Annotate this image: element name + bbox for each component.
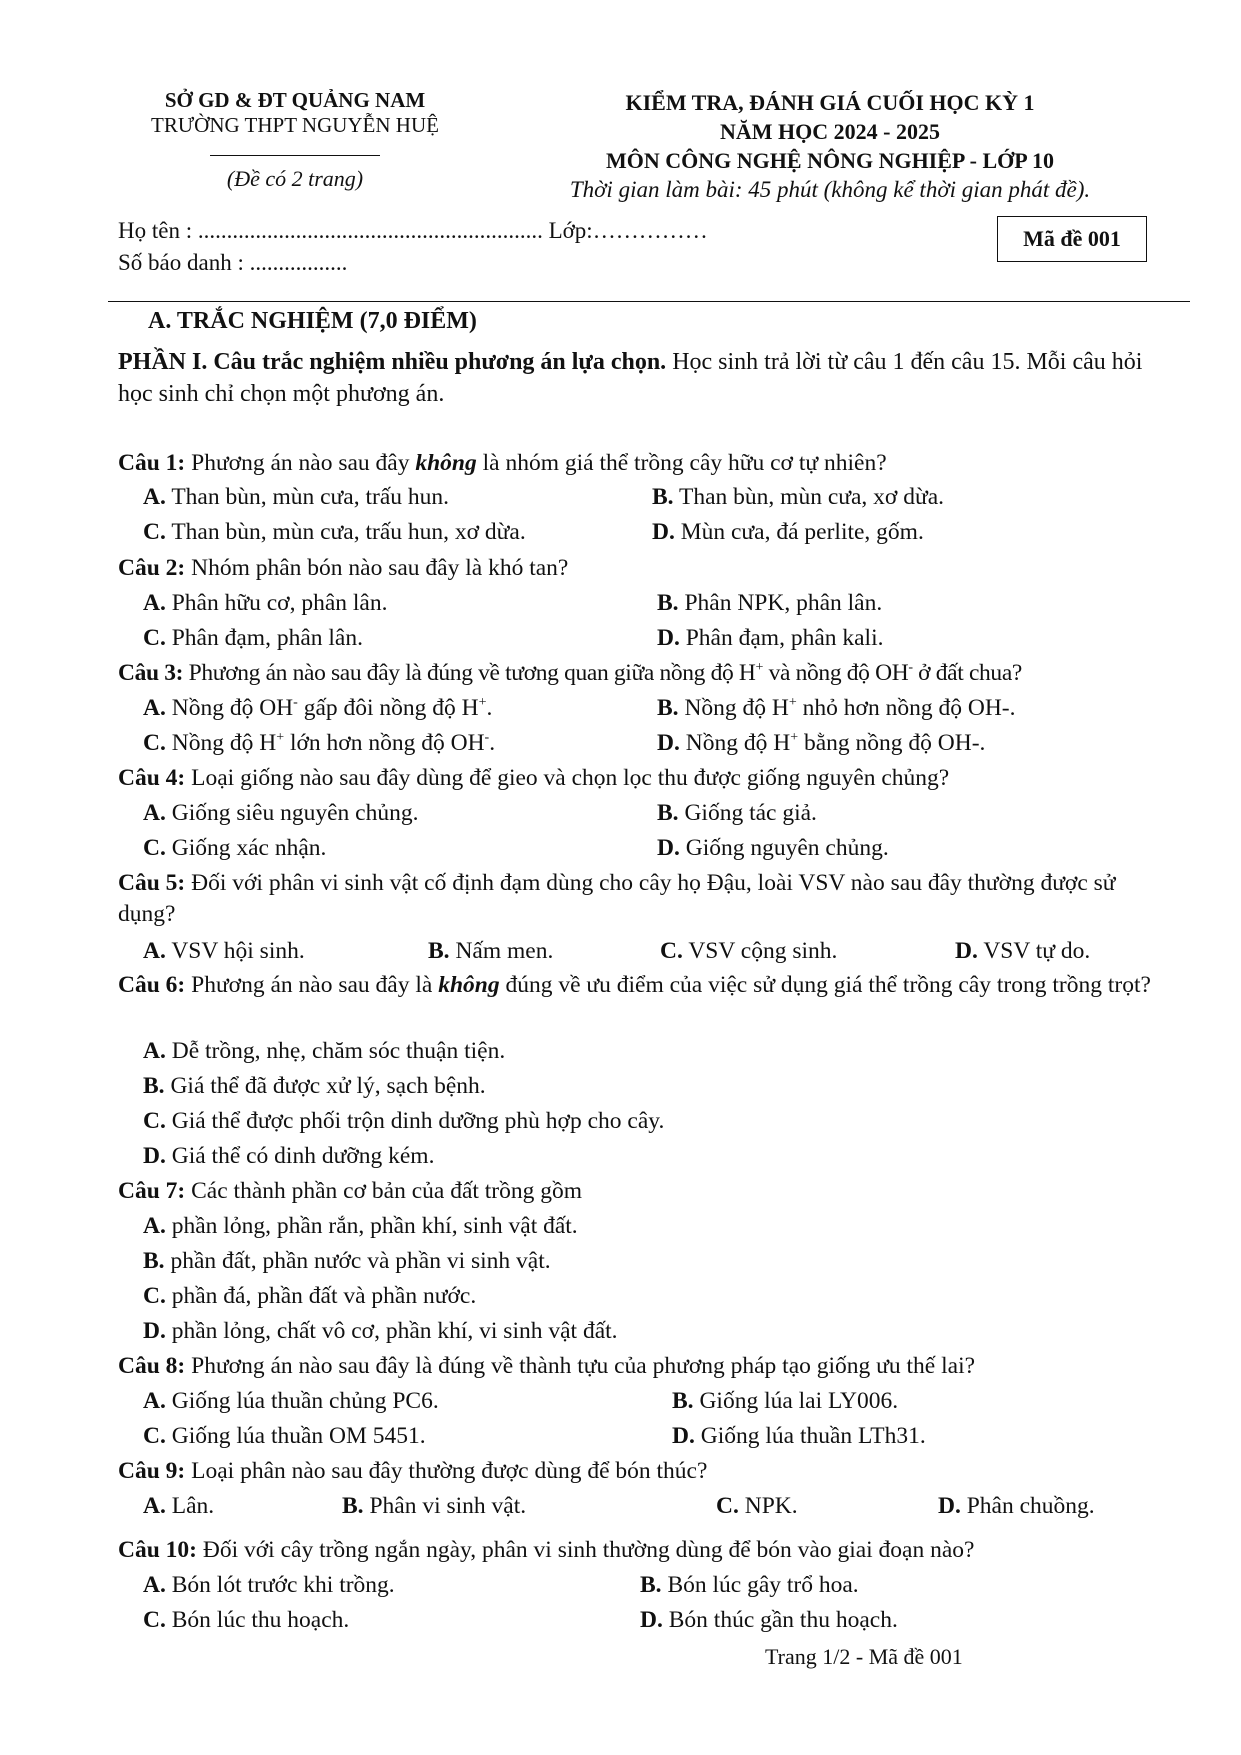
- q4-option-c[interactable]: [143, 833, 326, 864]
- q8-option-a[interactable]: [143, 1386, 439, 1417]
- option-label: B.: [640, 1572, 662, 1598]
- option-text: phần lỏng, phần rắn, phần khí, sinh vật đất.: [171, 1213, 578, 1239]
- department: SỞ GD & ĐT QUẢNG NAM: [164, 88, 426, 112]
- header-rule: [108, 301, 1190, 302]
- option-text: Phân chuồng.: [966, 1493, 1095, 1519]
- option-label: B.: [657, 695, 679, 721]
- question-5: [118, 868, 1163, 930]
- option-label: B.: [672, 1388, 694, 1414]
- q8-option-b[interactable]: [672, 1386, 898, 1417]
- exam-code-box: Mã đề 001: [997, 216, 1147, 262]
- option-label: D.: [657, 835, 680, 861]
- option-text: .: [489, 730, 496, 756]
- part1-desc: Học sinh trả lời từ câu 1 đến câu 15. Mỗi câu hỏi học sinh chỉ chọn một phương án.: [118, 349, 1143, 407]
- option-text: Bón lúc gây trổ hoa.: [667, 1572, 859, 1598]
- option-text: VSV tự do.: [983, 938, 1091, 964]
- q5-option-a[interactable]: [143, 936, 305, 967]
- option-label: A.: [143, 1388, 166, 1414]
- q4-option-a[interactable]: [143, 798, 418, 829]
- question-text: Đối với phân vi sinh vật cố định đạm dùng cho cây họ Đậu, loài VSV nào sau đây thường được sử dụng?: [118, 870, 1116, 927]
- part1-title: PHẦN I. Câu trắc nghiệm nhiều phương án lựa chọn.: [118, 349, 667, 375]
- negation-word: không: [415, 450, 477, 476]
- option-text: Giá thể được phối trộn dinh dưỡng phù hợp cho cây.: [171, 1108, 665, 1134]
- q5-option-c[interactable]: [660, 936, 837, 967]
- option-label: C.: [143, 625, 166, 651]
- option-text: Giống siêu nguyên chủng.: [171, 800, 419, 826]
- option-text: Than bùn, mùn cưa, trấu hun.: [171, 484, 450, 510]
- question-number: Câu 4:: [118, 765, 186, 791]
- q1-option-c[interactable]: [143, 517, 526, 548]
- option-label: B.: [657, 800, 679, 826]
- q6-option-a[interactable]: [143, 1036, 505, 1067]
- q1-option-d[interactable]: [652, 517, 924, 548]
- option-label: C.: [143, 519, 166, 545]
- option-text: Nồng độ H: [685, 730, 791, 756]
- question-number: Câu 6:: [118, 972, 186, 998]
- page-footer: Trang 1/2 - Mã đề 001: [765, 1644, 963, 1669]
- q9-option-a[interactable]: [143, 1491, 214, 1522]
- subject: MÔN CÔNG NGHỆ NÔNG NGHIỆP - LỚP 10: [606, 148, 1054, 173]
- option-label: B.: [143, 1248, 165, 1274]
- option-label: A.: [143, 695, 166, 721]
- option-text: VSV cộng sinh.: [688, 938, 838, 964]
- option-label: D.: [938, 1493, 961, 1519]
- q1-option-a[interactable]: [143, 482, 449, 513]
- option-text: Phân NPK, phân lân.: [684, 590, 883, 616]
- option-text: Mùn cưa, đá perlite, gốm.: [680, 519, 924, 545]
- header-right: [505, 88, 1155, 205]
- option-label: A.: [143, 1213, 166, 1239]
- option-text: Phân đạm, phân lân.: [171, 625, 363, 651]
- option-label: C.: [143, 1607, 166, 1633]
- option-text: Giống lúa thuần LTh31.: [700, 1423, 926, 1449]
- option-label: D.: [955, 938, 978, 964]
- time-limit: Thời gian làm bài: 45 phút (không kể thời gian phát đề).: [569, 177, 1091, 202]
- school-name: TRƯỜNG THPT NGUYỄN HUỆ: [151, 113, 439, 137]
- q7-option-a[interactable]: [143, 1211, 578, 1242]
- question-number: Câu 8:: [118, 1353, 186, 1379]
- option-text: bằng nồng độ OH-.: [798, 730, 986, 756]
- question-1: [118, 448, 1163, 479]
- exam-title: KIỂM TRA, ĐÁNH GIÁ CUỐI HỌC KỲ 1: [625, 90, 1035, 115]
- option-text: Than bùn, mùn cưa, trấu hun, xơ dừa.: [171, 519, 526, 545]
- option-text: Phân hữu cơ, phân lân.: [171, 590, 388, 616]
- question-8: [118, 1351, 1163, 1382]
- q5-option-d[interactable]: [955, 936, 1090, 967]
- superscript: +: [788, 695, 797, 711]
- question-text: Phương án nào sau đây là đúng về tương quan giữa nồng độ H: [183, 660, 756, 686]
- option-label: C.: [143, 730, 166, 756]
- option-text: Giống lúa thuần chủng PC6.: [171, 1388, 439, 1414]
- part1-instructions: [118, 346, 1158, 410]
- q2-option-b[interactable]: [657, 588, 882, 619]
- option-label: D.: [652, 519, 675, 545]
- question-text: Loại giống nào sau đây dùng để gieo và chọn lọc thu được giống nguyên chủng?: [185, 765, 950, 791]
- question-text: Phương án nào sau đây là đúng về thành tựu của phương pháp tạo giống ưu thế lai?: [185, 1353, 976, 1379]
- option-label: A.: [143, 938, 166, 964]
- option-label: C.: [143, 1423, 166, 1449]
- superscript: -: [908, 660, 913, 676]
- question-9: [118, 1456, 1163, 1487]
- superscript: -: [484, 730, 490, 746]
- option-text: Nồng độ H: [684, 695, 789, 721]
- option-label: D.: [657, 625, 680, 651]
- negation-word: không: [438, 972, 500, 998]
- option-label: B.: [143, 1073, 165, 1099]
- option-label: A.: [143, 1572, 166, 1598]
- option-label: D.: [657, 730, 680, 756]
- option-label: B.: [652, 484, 674, 510]
- q10-option-d[interactable]: [640, 1605, 898, 1636]
- option-label: A.: [143, 1493, 166, 1519]
- q2-option-d[interactable]: [657, 623, 884, 654]
- option-text: Than bùn, mùn cưa, xơ dừa.: [679, 484, 945, 510]
- q9-option-c[interactable]: [716, 1491, 798, 1522]
- q3-option-d[interactable]: [657, 728, 985, 759]
- option-label: C.: [143, 1108, 166, 1134]
- option-text: VSV hội sinh.: [171, 938, 305, 964]
- q4-option-d[interactable]: [657, 833, 889, 864]
- option-text: phần đá, phần đất và phần nước.: [171, 1283, 477, 1309]
- option-text: Nồng độ H: [171, 730, 277, 756]
- question-number: Câu 7:: [118, 1178, 186, 1204]
- question-number: Câu 9:: [118, 1458, 186, 1484]
- q10-option-b[interactable]: [640, 1570, 859, 1601]
- option-label: C.: [143, 835, 166, 861]
- option-label: A.: [143, 484, 166, 510]
- name-class-line: Họ tên : ............................................................ Lớp:……………: [118, 218, 708, 243]
- q2-option-c[interactable]: [143, 623, 363, 654]
- question-4: [118, 763, 1163, 794]
- q2-option-a[interactable]: [143, 588, 387, 619]
- question-text: Đối với cây trồng ngắn ngày, phân vi sinh thường dùng để bón vào giai đoạn nào?: [197, 1537, 975, 1563]
- header-divider: [210, 155, 380, 156]
- q10-option-a[interactable]: [143, 1570, 395, 1601]
- q6-option-d[interactable]: [143, 1141, 434, 1172]
- question-number: Câu 10:: [118, 1537, 197, 1563]
- option-label: C.: [143, 1283, 166, 1309]
- q7-option-c[interactable]: [143, 1281, 476, 1312]
- option-label: D.: [672, 1423, 695, 1449]
- option-text: Nấm men.: [455, 938, 554, 964]
- option-text: Lân.: [171, 1493, 215, 1519]
- option-label: B.: [342, 1493, 364, 1519]
- option-text: NPK.: [744, 1493, 798, 1519]
- option-text: Bón lúc thu hoạch.: [171, 1607, 350, 1633]
- superscript: +: [276, 730, 285, 746]
- superscript: +: [755, 660, 764, 676]
- superscript: -: [293, 695, 298, 711]
- question-number: Câu 1:: [118, 450, 186, 476]
- q9-option-b[interactable]: [342, 1491, 526, 1522]
- q9-option-d[interactable]: [938, 1491, 1095, 1522]
- question-text: Nhóm phân bón nào sau đây là khó tan?: [185, 555, 569, 581]
- option-label: A.: [143, 800, 166, 826]
- option-text: Giống xác nhận.: [171, 835, 327, 861]
- question-number: Câu 3:: [118, 660, 184, 686]
- option-label: B.: [428, 938, 450, 964]
- superscript: +: [790, 730, 799, 746]
- option-text: Phân vi sinh vật.: [369, 1493, 527, 1519]
- pages-note: (Đề có 2 trang): [226, 166, 364, 191]
- option-label: C.: [660, 938, 683, 964]
- option-label: C.: [716, 1493, 739, 1519]
- option-text: Giống tác giả.: [684, 800, 817, 826]
- q1-option-b[interactable]: [652, 482, 944, 513]
- q3-option-c[interactable]: [143, 728, 495, 759]
- question-text: đúng về ưu điểm của việc sử dụng giá thể trồng cây trong trồng trọt?: [499, 972, 1151, 998]
- question-7: [118, 1176, 1163, 1207]
- question-text: Loại phân nào sau đây thường được dùng để bón thúc?: [185, 1458, 708, 1484]
- question-text: Các thành phần cơ bản của đất trồng gồm: [185, 1178, 583, 1204]
- q10-option-c[interactable]: [143, 1605, 349, 1636]
- header-left: [125, 88, 465, 192]
- option-text: phần lỏng, chất vô cơ, phần khí, vi sinh vật đất.: [171, 1318, 618, 1344]
- question-text: và nồng độ OH: [763, 660, 909, 686]
- option-text: Giá thể đã được xử lý, sạch bệnh.: [170, 1073, 486, 1099]
- q7-option-b[interactable]: [143, 1246, 551, 1277]
- q8-option-c[interactable]: [143, 1421, 426, 1452]
- option-text: Dễ trồng, nhẹ, chăm sóc thuận tiện.: [171, 1038, 506, 1064]
- q4-option-b[interactable]: [657, 798, 817, 829]
- question-text: Phương án nào sau đây: [185, 450, 416, 476]
- option-text: Giống lúa thuần OM 5451.: [171, 1423, 426, 1449]
- option-text: Nồng độ OH: [171, 695, 294, 721]
- option-text: Giống nguyên chủng.: [685, 835, 889, 861]
- q5-option-b[interactable]: [428, 936, 553, 967]
- option-text: gấp đôi nồng độ H: [297, 695, 479, 721]
- q8-option-d[interactable]: [672, 1421, 926, 1452]
- question-3: [118, 658, 1163, 689]
- option-text: Bón thúc gần thu hoạch.: [668, 1607, 898, 1633]
- q6-option-b[interactable]: [143, 1071, 486, 1102]
- option-text: .: [486, 695, 493, 721]
- question-10: [118, 1535, 1163, 1566]
- superscript: +: [478, 695, 487, 711]
- section-a-title: A. TRẮC NGHIỆM (7,0 ĐIỂM): [148, 308, 477, 334]
- question-number: Câu 5:: [118, 870, 186, 896]
- question-2: [118, 553, 1163, 584]
- q3-option-b[interactable]: [657, 693, 1016, 724]
- question-6: [118, 970, 1163, 1001]
- option-text: Giá thể có dinh dưỡng kém.: [171, 1143, 435, 1169]
- option-label: A.: [143, 590, 166, 616]
- q7-option-d[interactable]: [143, 1316, 618, 1347]
- option-label: A.: [143, 1038, 166, 1064]
- option-text: Giống lúa lai LY006.: [699, 1388, 899, 1414]
- option-text: nhỏ hơn nồng độ OH-.: [796, 695, 1016, 721]
- option-label: B.: [657, 590, 679, 616]
- option-label: D.: [640, 1607, 663, 1633]
- option-text: lớn hơn nồng độ OH: [284, 730, 485, 756]
- option-label: D.: [143, 1143, 166, 1169]
- q3-option-a[interactable]: [143, 693, 492, 724]
- student-id-line: Số báo danh : .................: [118, 250, 348, 275]
- question-text: là nhóm giá thể trồng cây hữu cơ tự nhiên?: [476, 450, 887, 476]
- question-text: Phương án nào sau đây là: [185, 972, 439, 998]
- question-number: Câu 2:: [118, 555, 186, 581]
- option-label: D.: [143, 1318, 166, 1344]
- option-text: Phân đạm, phân kali.: [685, 625, 884, 651]
- school-year: NĂM HỌC 2024 - 2025: [720, 119, 940, 144]
- option-text: phần đất, phần nước và phần vi sinh vật.: [170, 1248, 551, 1274]
- q6-option-c[interactable]: [143, 1106, 664, 1137]
- question-text: ở đất chua?: [912, 660, 1022, 686]
- option-text: Bón lót trước khi trồng.: [171, 1572, 395, 1598]
